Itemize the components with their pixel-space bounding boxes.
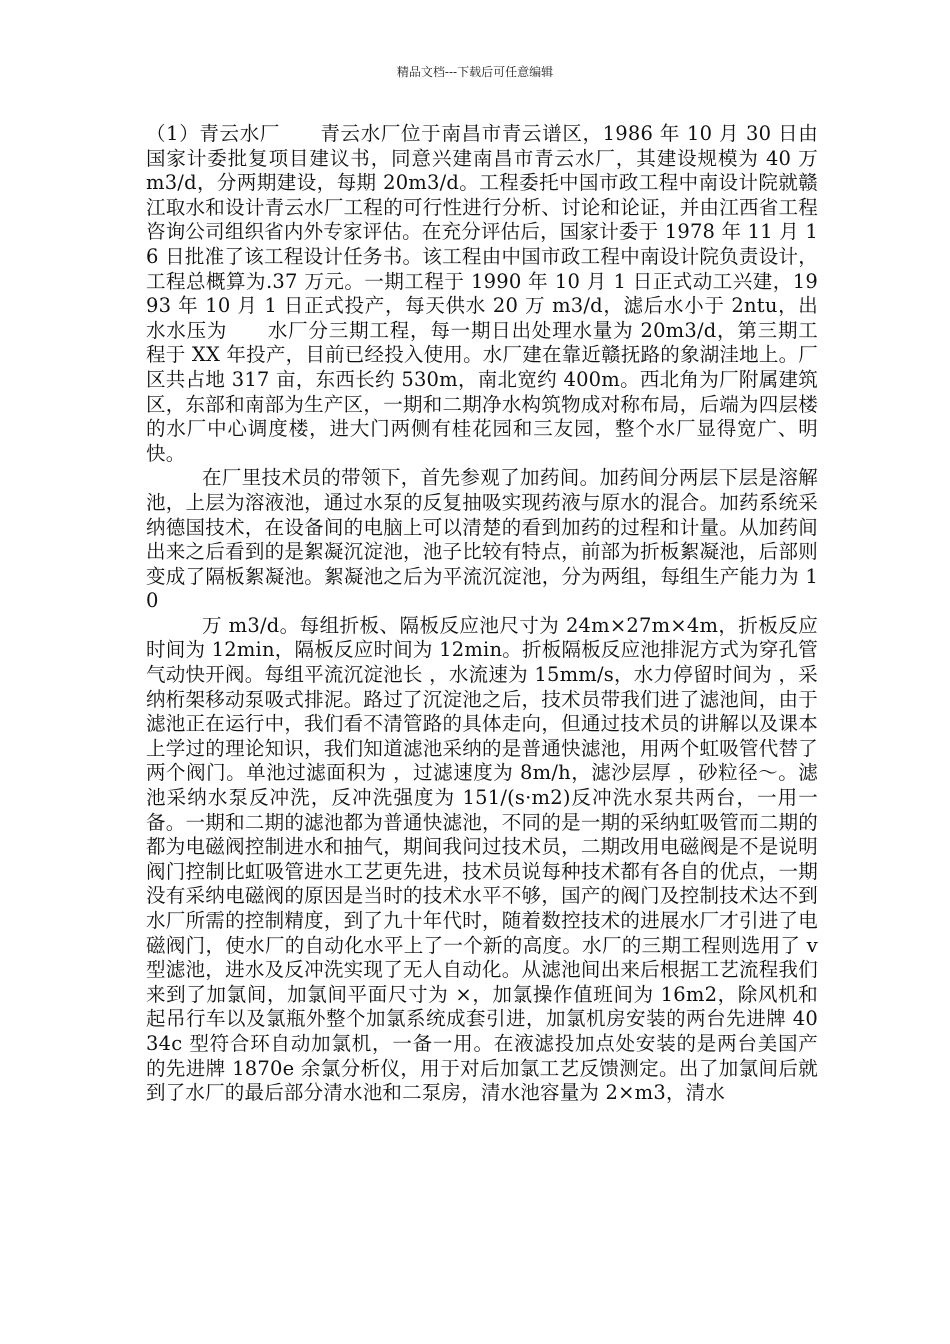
document-body — [146, 122, 818, 1106]
paragraph-qingyun-plant-overview: （1）青云水厂 青云水厂位于南昌市青云谱区，1986 年 10 月 30 日由国家计委批复项目建议书，同意兴建南昌市青云水厂，其建设规模为 40 万 m3/d，分两期建设，每期 20m3/d。工程委托中国市政工程中南设计院就赣江取水和设计青云水厂工程的可行性进行分析、讨论和论证，并由江西省工程咨询公司组织省内外专家评估。在充分评估后，国家计委于 1978 年 11 月 16 日批准了该工程设计任务书。该工程由中国市政工程中南设计院负责设计，工程总概算为.37 万元。一期工程于 1990 年 10 月 1 日正式动工兴建，1993 年 10 月 1 日正式投产，每天供水 20 万 m3/d，滤后水小于 2ntu，出水水压为 水厂分三期工程，每一期日出处理水量为 20m3/d，第三期工程于 XX 年投产，目前已经投入使用。水厂建在靠近赣抚路的象湖洼地上。厂区共占地 317 亩，东西长约 530m，南北宽约 400m。西北角为厂附属建筑区，东部和南部为生产区，一期和二期净水构筑物成对称布局，后端为四层楼的水厂中心调度楼，进大门两侧有桂花园和三友园，整个水厂显得宽广、明快。 — [146, 122, 818, 465]
paragraph-dosing-and-coagulation: 在厂里技术员的带领下，首先参观了加药间。加药间分两层下层是溶解池，上层为溶液池，通过水泵的反复抽吸实现药液与原水的混合。加药系统采纳德国技术，在设备间的电脑上可以清楚的看到加药的过程和计量。从加药间出来之后看到的是絮凝沉淀池，池子比较有特点，前部为折板絮凝池，后部则变成了隔板絮凝池。絮凝池之后为平流沉淀池，分为两组，每组生产能力为 10 — [146, 466, 818, 613]
page-header: 精品文档---下载后可任意编辑 — [396, 65, 554, 79]
paragraph-sedimentation-filtration-chlorination: 万 m3/d。每组折板、隔板反应池尺寸为 24m×27m×4m，折板反应时间为 12min，隔板反应时间为 12min。折板隔板反应池排泥方式为穿孔管气动快开阀。每组平流沉淀池长 ，水流速为 15mm/s，水力停留时间为 ，采纳桁架移动泵吸式排泥。路过了沉淀池之后，技术员带我们进了滤池间，由于滤池正在运行中，我们看不清管路的具体走向，但通过技术员的讲解以及课本上学过的理论知识，我们知道滤池采纳的是普通快滤池，用两个虹吸管代替了两个阀门。单池过滤面积为 ，过滤速度为 8m/h，滤沙层厚 ，砂粒径～。滤池采纳水泵反冲洗，反冲洗强度为 151/(s·m2)反冲洗水泵共两台，一用一备。一期和二期的滤池都为普通快滤池，不同的是一期的采纳虹吸管而二期的都为电磁阀控制进水和抽气，期间我问过技术员，二期改用电磁阀是不是说明阀门控制比虹吸管进水工艺更先进，技术员说每种技术都有各自的优点，一期没有采纳电磁阀的原因是当时的技术水平不够，国产的阀门及控制技术达不到水厂所需的控制精度，到了九十年代时，随着数控技术的进展水厂才引进了电磁阀门，使水厂的自动化水平上了一个新的高度。水厂的三期工程则选用了 v 型滤池，进水及反冲洗实现了无人自动化。从滤池间出来后根据工艺流程我们来到了加氯间，加氯间平面尺寸为 ×，加氯操作值班间为 16m2，除风机和起吊行车以及氯瓶外整个加氯系统成套引进，加氯机房安装的两台先进牌 4034c 型符合环自动加氯机，一备一用。在液滤投加点处安装的是两台美国产的先进牌 1870e 余氯分析仪，用于对后加氯工艺反馈测定。出了加氯间后就到了水厂的最后部分清水池和二泵房，清水池容量为 2×m3，清水 — [146, 613, 818, 1105]
